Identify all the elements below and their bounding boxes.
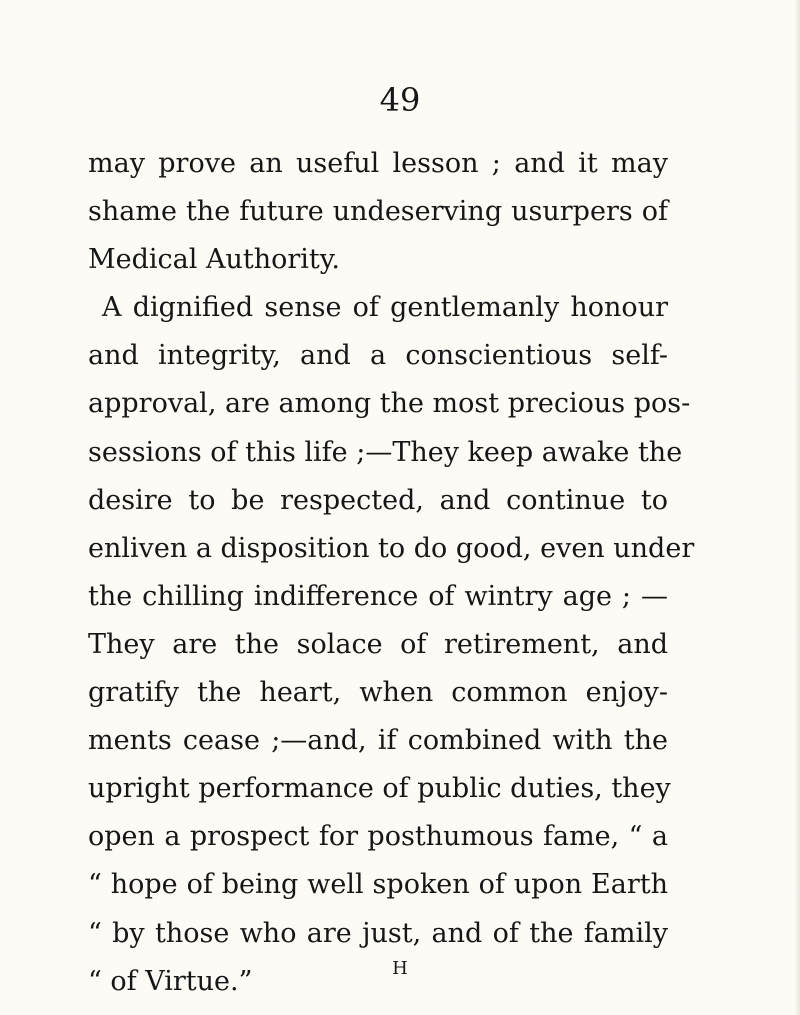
text-line: “ by those who are just, and of the family	[88, 917, 668, 949]
text-line: “ hope of being well spoken of upon Earth	[88, 869, 668, 901]
body-text	[88, 140, 695, 1006]
page-edge	[794, 0, 800, 1015]
text-line: upright performance of public duties, they	[88, 773, 671, 805]
text-line: open a prospect for posthumous fame, “ a	[88, 821, 668, 853]
text-line: sessions of this life ;—They keep awake the	[88, 436, 683, 468]
text-line: the chilling indifference of wintry age ; —	[88, 580, 668, 612]
signature-mark: H	[392, 958, 408, 979]
text-line: gratify the heart, when common enjoy-	[88, 677, 668, 709]
text-line: and integrity, and a conscientious self-	[88, 340, 668, 372]
text-line: They are the solace of retirement, and	[88, 628, 668, 660]
text-line: shame the future undeserving usurpers of	[88, 196, 668, 228]
text-line: may prove an useful lesson ; and it may	[88, 148, 668, 179]
text-line: desire to be respected, and continue to	[88, 484, 668, 516]
text-line: ments cease ;—and, if combined with the	[88, 725, 668, 757]
text-line: Medical Authority.	[88, 244, 341, 276]
text-line: “ of Virtue.”	[88, 965, 253, 997]
text-line: A dignified sense of gentlemanly honour	[102, 292, 668, 324]
text-line: approval, are among the most precious pos-	[88, 388, 691, 420]
page-number: 49	[379, 81, 421, 119]
text-line: enliven a disposition to do good, even under	[88, 532, 695, 564]
